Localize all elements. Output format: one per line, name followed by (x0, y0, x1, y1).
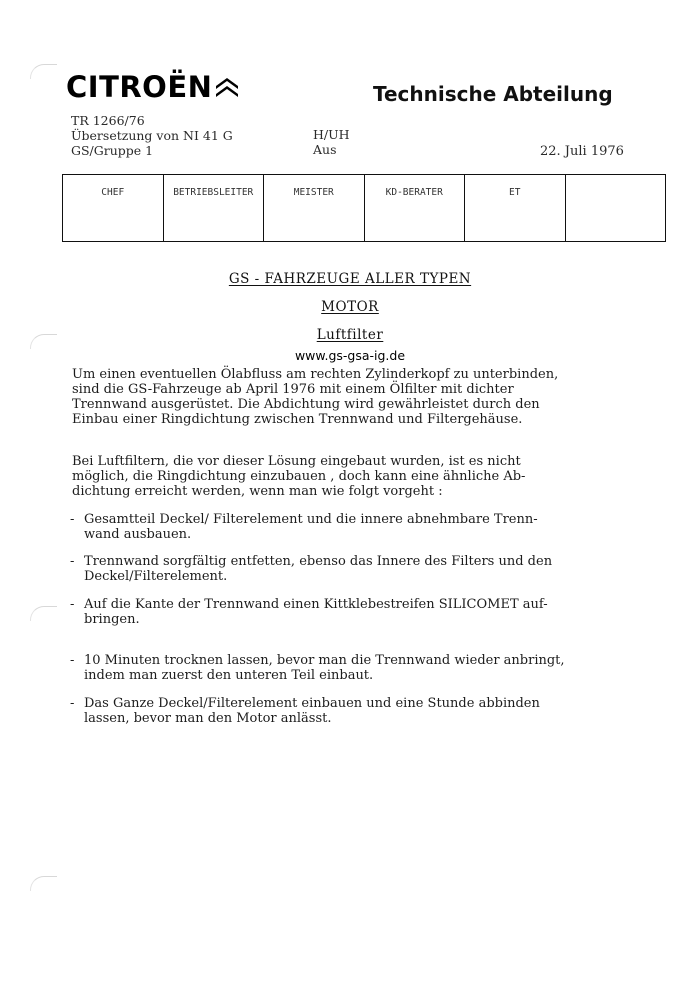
vehicle-heading (0, 271, 700, 287)
distribution-label: CHEF (101, 187, 125, 198)
text-line: indem man zuerst den unteren Teil einbaut. (84, 668, 374, 683)
ref-translation: Übersetzung von NI 41 G (71, 128, 233, 143)
section-heading (0, 299, 700, 315)
website-watermark: www.gs-gsa-ig.de (294, 348, 406, 363)
punch-hole-mark (30, 64, 57, 79)
text-line: sind die GS-Fahrzeuge ab April 1976 mit einem Ölfilter mit dichter (72, 382, 514, 397)
distribution-label: BETRIEBSLEITER (173, 187, 254, 198)
subject-heading (0, 327, 700, 343)
distribution-cell-et (465, 175, 566, 242)
step-text (84, 597, 680, 627)
text-line: lassen, bevor man den Motor anlässt. (84, 711, 332, 726)
distribution-row (63, 175, 666, 242)
vehicle-heading-text: GS - FAHRZEUGE ALLER TYPEN (228, 271, 472, 287)
text-line: 10 Minuten trocknen lassen, bevor man die Trennwand wieder anbringt, (84, 653, 565, 668)
procedure-step (70, 653, 680, 683)
bullet-dash: - (70, 512, 75, 527)
section-heading-text: MOTOR (321, 299, 379, 315)
punch-hole-mark (30, 606, 57, 621)
text-line: möglich, die Ringdichtung einzubauen , doch kann eine ähnliche Ab- (72, 469, 526, 484)
procedure-step (70, 597, 680, 627)
distribution-label: MEISTER (293, 187, 334, 198)
issue-date: 22. Juli 1976 (540, 144, 624, 159)
bullet-dash: - (70, 696, 75, 711)
subject-heading-text: Luftfilter (316, 327, 384, 343)
brand-name: CITROËN (66, 70, 213, 104)
distribution-label: KD-BERATER (385, 187, 443, 198)
distribution-table (62, 174, 666, 242)
procedure-step (70, 512, 680, 542)
step-text (84, 512, 680, 542)
text-line: wand ausbauen. (84, 527, 192, 542)
step-text (84, 554, 680, 584)
ref-number: TR 1266/76 (71, 113, 145, 128)
step-text (84, 696, 680, 726)
text-line: Gesamtteil Deckel/ Filterelement und die innere abnehmbare Trenn- (84, 512, 538, 527)
procedure-step (70, 554, 680, 584)
citroen-double-chevron-icon (214, 75, 240, 99)
text-line: Deckel/Filterelement. (84, 569, 228, 584)
text-line: Trennwand sorgfältig entfetten, ebenso das Innere des Filters und den (84, 554, 553, 569)
text-line: Bei Luftfiltern, die vor dieser Lösung eingebaut wurden, ist es nicht (72, 454, 521, 469)
distribution-label: ET (509, 187, 521, 198)
distribution-cell-empty (565, 175, 666, 242)
text-line: Auf die Kante der Trennwand einen Kittklebestreifen SILICOMET auf- (84, 597, 548, 612)
author-initials: H/UH (313, 127, 350, 142)
distribution-cell-chef (63, 175, 164, 242)
bullet-dash: - (70, 554, 75, 569)
text-line: Das Ganze Deckel/Filterelement einbauen und eine Stunde abbinden (84, 696, 540, 711)
citroen-logo (66, 70, 240, 104)
punch-hole-mark (30, 876, 57, 891)
bullet-dash: - (70, 653, 75, 668)
distribution-cell-betriebsleiter (163, 175, 264, 242)
issuer-code: Aus (313, 142, 337, 157)
reference-block (71, 113, 233, 158)
procedure-step (70, 696, 680, 726)
text-line: Um einen eventuellen Ölabfluss am rechten Zylinderkopf zu unterbinden, (72, 367, 559, 382)
step-text (84, 653, 680, 683)
department-title: Technische Abteilung (373, 82, 613, 106)
procedure-intro-paragraph (72, 454, 672, 499)
text-line: Trennwand ausgerüstet. Die Abdichtung wird gewährleistet durch den (72, 397, 540, 412)
text-line: dichtung erreicht werden, wenn man wie folgt vorgeht : (72, 484, 443, 499)
ref-group: GS/Gruppe 1 (71, 143, 154, 158)
text-line: bringen. (84, 612, 140, 627)
intro-paragraph (72, 367, 672, 427)
distribution-cell-kd-berater (364, 175, 465, 242)
text-line: Einbau einer Ringdichtung zwischen Trennwand und Filtergehäuse. (72, 412, 523, 427)
author-block (313, 127, 350, 157)
punch-hole-mark (30, 334, 57, 349)
distribution-cell-meister (264, 175, 365, 242)
bullet-dash: - (70, 597, 75, 612)
